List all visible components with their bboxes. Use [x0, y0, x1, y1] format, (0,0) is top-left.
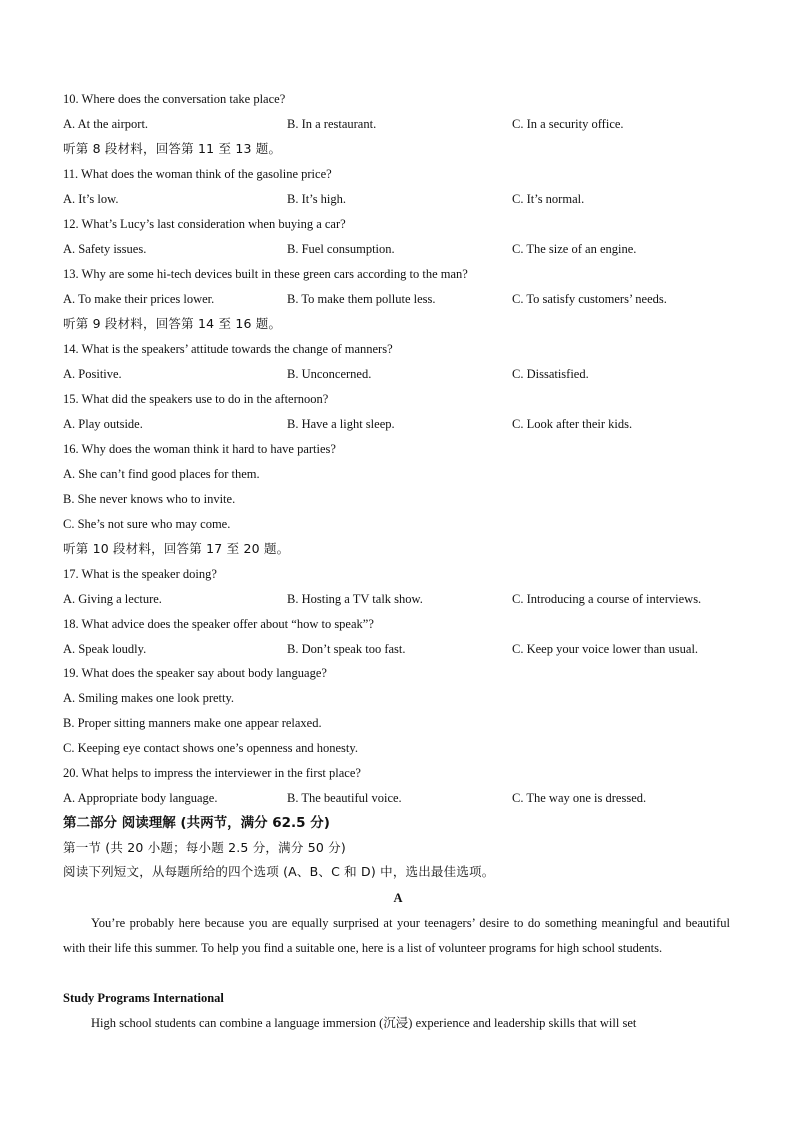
instruction-section-8: 听第 8 段材料，回答第 11 至 13 题。 — [63, 141, 282, 156]
question-13: 13. Why are some hi-tech devices built in these green cars according to the man? — [63, 267, 468, 281]
option-c: C. To satisfy customers’ needs. — [512, 292, 667, 306]
option-a: A. It’s low. — [63, 192, 119, 206]
question-18-options — [63, 639, 733, 659]
question-20-options — [63, 788, 733, 808]
instruction-section-9: 听第 9 段材料，回答第 14 至 16 题。 — [63, 316, 282, 331]
option-b: B. In a restaurant. — [287, 117, 377, 131]
option-c: C. The way one is dressed. — [512, 791, 647, 805]
question-18: 18. What advice does the speaker offer about “how to speak”? — [63, 617, 374, 631]
program-text: High school students can combine a language immersion (沉浸) experience and leadership skills that will set — [91, 1016, 637, 1030]
option-a: A. To make their prices lower. — [63, 292, 215, 306]
question-12: 12. What’s Lucy’s last consideration when buying a car? — [63, 217, 346, 231]
program-title: Study Programs International — [63, 991, 224, 1005]
question-13-options — [63, 289, 733, 309]
question-16-option-c: C. She’s not sure who may come. — [63, 517, 231, 531]
question-11: 11. What does the woman think of the gasoline price? — [63, 167, 332, 181]
question-19-option-c: C. Keeping eye contact shows one’s openness and honesty. — [63, 741, 358, 755]
question-11-options — [63, 189, 733, 209]
option-c: C. In a security office. — [512, 117, 624, 131]
question-19-option-a: A. Smiling makes one look pretty. — [63, 691, 235, 705]
question-19-option-b: B. Proper sitting manners make one appear relaxed. — [63, 716, 322, 730]
question-14-options — [63, 364, 733, 384]
option-b: B. Unconcerned. — [287, 367, 372, 381]
option-c: C. Introducing a course of interviews. — [512, 592, 702, 606]
option-a: A. Positive. — [63, 367, 122, 381]
option-a: A. Safety issues. — [63, 242, 147, 256]
question-10-options — [63, 114, 733, 134]
question-14: 14. What is the speakers’ attitude towards the change of manners? — [63, 342, 393, 356]
option-a: A. Play outside. — [63, 417, 143, 431]
question-16-option-a: A. She can’t find good places for them. — [63, 467, 260, 481]
option-b: B. To make them pollute less. — [287, 292, 436, 306]
option-a: A. Appropriate body language. — [63, 791, 218, 805]
part-two-title: 第二部分 阅读理解 (共两节，满分 62.5 分) — [63, 815, 330, 831]
question-10: 10. Where does the conversation take place? — [63, 92, 286, 106]
question-19: 19. What does the speaker say about body language? — [63, 666, 327, 680]
option-b: B. Fuel consumption. — [287, 242, 395, 256]
option-a: A. At the airport. — [63, 117, 149, 131]
option-b: B. Have a light sleep. — [287, 417, 395, 431]
passage-letter: A — [393, 891, 403, 905]
option-c: C. It’s normal. — [512, 192, 585, 206]
question-20: 20. What helps to impress the interviewer in the first place? — [63, 766, 361, 780]
option-b: B. It’s high. — [287, 192, 347, 206]
reading-instruction: 阅读下列短文，从每题所给的四个选项 (A、B、C 和 D) 中，选出最佳选项。 — [63, 864, 495, 879]
question-15: 15. What did the speakers use to do in the afternoon? — [63, 392, 329, 406]
instruction-section-10: 听第 10 段材料，回答第 17 至 20 题。 — [63, 541, 290, 556]
option-c: C. The size of an engine. — [512, 242, 637, 256]
option-a: A. Speak loudly. — [63, 642, 147, 656]
option-c: C. Keep your voice lower than usual. — [512, 642, 699, 656]
option-a: A. Giving a lecture. — [63, 592, 162, 606]
option-c: C. Dissatisfied. — [512, 367, 589, 381]
question-17: 17. What is the speaker doing? — [63, 567, 217, 581]
option-b: B. Don’t speak too fast. — [287, 642, 406, 656]
section-one-title: 第一节 (共 20 小题；每小题 2.5 分，满分 50 分) — [63, 840, 346, 855]
question-16: 16. Why does the woman think it hard to have parties? — [63, 442, 336, 456]
question-15-options — [63, 414, 733, 434]
option-c: C. Look after their kids. — [512, 417, 633, 431]
option-b: B. The beautiful voice. — [287, 791, 402, 805]
question-12-options — [63, 239, 733, 259]
option-b: B. Hosting a TV talk show. — [287, 592, 423, 606]
passage-intro: You’re probably here because you are equally surprised at your teenagers’ desire to do something meaningful and beautiful with their life this summer. To help you find a suitable one, here is a list of volunteer programs for high school students. — [63, 916, 730, 955]
question-17-options — [63, 589, 733, 609]
question-16-option-b: B. She never knows who to invite. — [63, 492, 236, 506]
